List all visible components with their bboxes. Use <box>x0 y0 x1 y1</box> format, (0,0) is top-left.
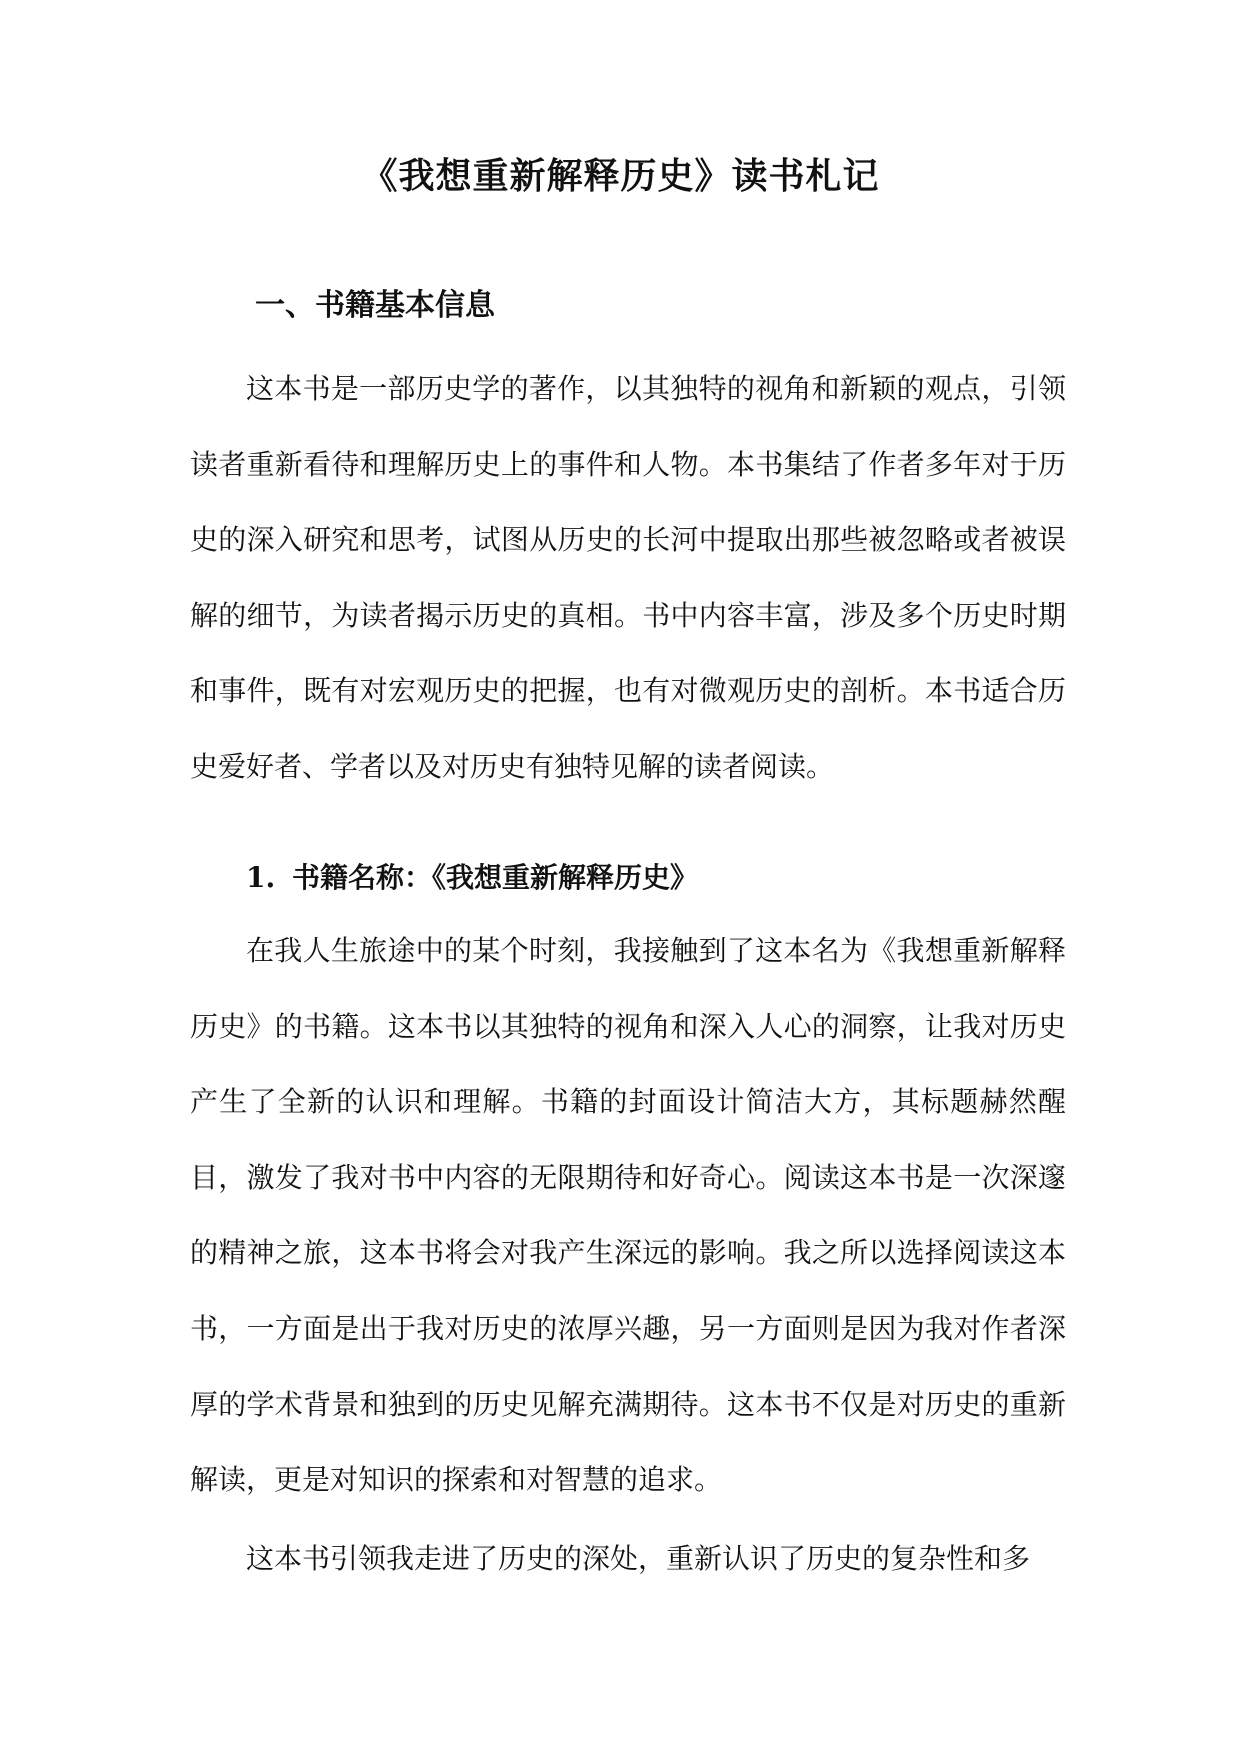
paragraph-history-depth: 这本书引领我走进了历史的深处，重新认识了历史的复杂性和多 <box>246 1542 1031 1575</box>
section-heading-basic-info: 一、书籍基本信息 <box>255 288 495 323</box>
subsection-heading-text: 书籍名称：《我想重新解释历史》 <box>292 861 699 894</box>
paragraph-reading-encounter: 在我人生旅途中的某个时刻，我接触到了这本名为《我想重新解释历史》的书籍。这本书以其独特的视角和深入人心的洞察，让我对历史产生了全新的认识和理解。书籍的封面设计简洁大方，其标题赫然醒目，激发了我对书中内容的无限期待和好奇心。阅读这本书是一次深邃的精神之旅，这本书将会对我产生深远的影响。我之所以选择阅读这本书，一方面是出于我对历史的浓厚兴趣，另一方面则是因为我对作者深厚的学术背景和独到的历史见解充满期待。这本书不仅是对历史的重新解读，更是对知识的探索和对智慧的追求。 <box>190 934 1066 1497</box>
subsection-number: 1. <box>246 861 276 894</box>
paragraph-book-intro: 这本书是一部历史学的著作，以其独特的视角和新颖的观点，引领读者重新看待和理解历史上的事件和人物。本书集结了作者多年对于历史的深入研究和思考，试图从历史的长河中提取出那些被忽略或者被误解的细节，为读者揭示历史的真相。书中内容丰富，涉及多个历史时期和事件，既有对宏观历史的把握，也有对微观历史的剖析。本书适合历史爱好者、学者以及对历史有独特见解的读者阅读。 <box>190 372 1066 783</box>
subsection-heading-book-name <box>246 853 698 903</box>
document-title: 《我想重新解释历史》读书札记 <box>361 155 880 197</box>
